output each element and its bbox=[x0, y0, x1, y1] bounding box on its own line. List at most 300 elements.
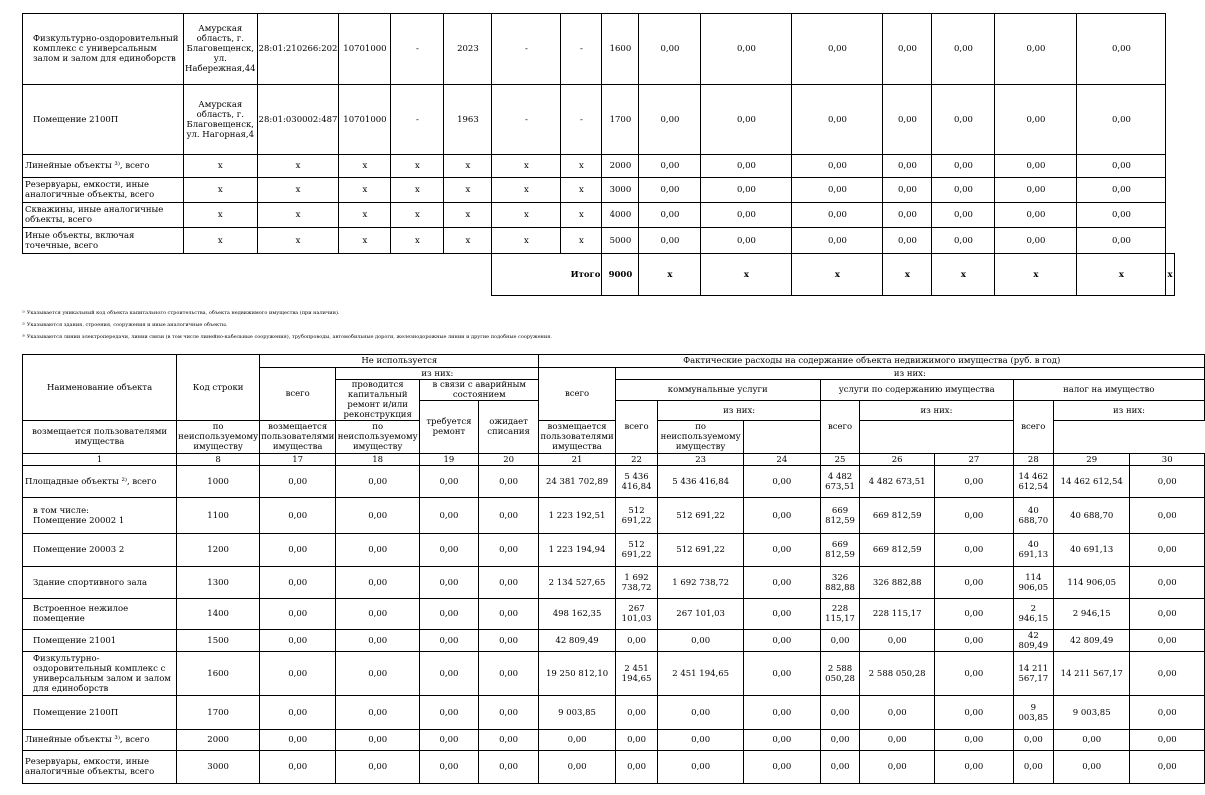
value-cell: 669 812,59 bbox=[820, 498, 860, 534]
value-cell: 0,00 bbox=[420, 599, 479, 630]
value-cell: 42 809,49 bbox=[539, 630, 615, 652]
value-cell: 0,00 bbox=[1077, 178, 1166, 203]
object-name: Помещение 21001 bbox=[23, 630, 177, 652]
value-cell: 0,00 bbox=[260, 599, 336, 630]
value-cell: 40 691,13 bbox=[1053, 534, 1129, 567]
cell: x bbox=[391, 228, 444, 254]
value-cell: 0,00 bbox=[260, 466, 336, 498]
top-table-row bbox=[23, 178, 1175, 203]
value-cell: 42 809,49 bbox=[1013, 630, 1053, 652]
value-cell: 0,00 bbox=[639, 85, 701, 155]
value-cell: 0,00 bbox=[995, 14, 1077, 85]
value-cell: 0,00 bbox=[701, 85, 792, 155]
column-number: 26 bbox=[860, 454, 935, 466]
blank-cell bbox=[23, 254, 184, 296]
header-tax-total: всего bbox=[1013, 401, 1053, 454]
footnote-1: ¹⁾ Указывается уникальный код объекта капитального строительства, объекта недвижимого имущества (при наличии). bbox=[22, 310, 340, 316]
blank-cell bbox=[339, 254, 391, 296]
value-cell: 0,00 bbox=[1130, 599, 1205, 630]
value-cell: 0,00 bbox=[935, 696, 1014, 730]
header-utilities: коммунальные услуги bbox=[615, 380, 820, 401]
blank-cell bbox=[444, 254, 492, 296]
value-cell: 0,00 bbox=[260, 696, 336, 730]
header-not-used-total: всего bbox=[260, 368, 336, 421]
year: x bbox=[444, 178, 492, 203]
value-cell: 0,00 bbox=[792, 155, 883, 178]
value-cell: 0,00 bbox=[932, 203, 995, 228]
value-cell: 0,00 bbox=[883, 228, 932, 254]
value-cell: 0,00 bbox=[932, 14, 995, 85]
value-cell: 0,00 bbox=[1077, 14, 1166, 85]
value-cell: 0,00 bbox=[701, 178, 792, 203]
value-cell: 0,00 bbox=[1077, 228, 1166, 254]
column-number: 30 bbox=[1130, 454, 1205, 466]
value-cell: 512 691,22 bbox=[658, 498, 743, 534]
value-cell: 1 223 194,94 bbox=[539, 534, 615, 567]
bottom-table-row bbox=[23, 730, 1205, 751]
object-address: Амурская область, г. Благовещенск, ул. Нагорная,4 bbox=[184, 85, 258, 155]
value-cell: 0,00 bbox=[701, 155, 792, 178]
cell: x bbox=[492, 178, 561, 203]
value-cell: 2 588 050,28 bbox=[860, 652, 935, 696]
value-cell: 669 812,59 bbox=[860, 534, 935, 567]
total-value: x bbox=[932, 254, 995, 296]
value-cell: 0,00 bbox=[639, 228, 701, 254]
top-table-row bbox=[23, 85, 1175, 155]
value-cell: 0,00 bbox=[478, 498, 539, 534]
value-cell: 0,00 bbox=[883, 155, 932, 178]
value-cell: 0,00 bbox=[743, 534, 820, 567]
footnote-3: ³⁾ Указываются линии электропередачи, линии связи (в том числе линейно-кабельные сооружения), трубопроводы, автомобильные дороги, железнодорожные линии и другие подобные сооружения. bbox=[22, 334, 552, 340]
value-cell: 1 223 192,51 bbox=[539, 498, 615, 534]
value-cell: 40 688,70 bbox=[1013, 498, 1053, 534]
value-cell: 512 691,22 bbox=[615, 498, 658, 534]
value-cell: 0,00 bbox=[420, 730, 479, 751]
object-name: Физкультурно-оздоровительный комплекс с универсальным залом и залом для единоборств bbox=[23, 14, 184, 85]
value-cell: 0,00 bbox=[260, 630, 336, 652]
value-cell: 4 482 673,51 bbox=[820, 466, 860, 498]
value-cell: 4 482 673,51 bbox=[860, 466, 935, 498]
value-cell: 0,00 bbox=[336, 466, 420, 498]
header-utilities-total: всего bbox=[615, 401, 658, 454]
value-cell: 2 451 194,65 bbox=[658, 652, 743, 696]
value-cell: 0,00 bbox=[820, 730, 860, 751]
column-number: 24 bbox=[743, 454, 820, 466]
row-code: 2000 bbox=[177, 730, 260, 751]
row-code: 1000 bbox=[177, 466, 260, 498]
value-cell: 0,00 bbox=[336, 751, 420, 784]
value-cell: 0,00 bbox=[336, 534, 420, 567]
value-cell: 0,00 bbox=[539, 730, 615, 751]
value-cell: 267 101,03 bbox=[615, 599, 658, 630]
value-cell: 9 003,85 bbox=[1013, 696, 1053, 730]
value-cell: 40 691,13 bbox=[1013, 534, 1053, 567]
value-cell: 0,00 bbox=[478, 534, 539, 567]
oktmo-code: x bbox=[339, 228, 391, 254]
value-cell: 0,00 bbox=[995, 178, 1077, 203]
value-cell: 0,00 bbox=[260, 567, 336, 599]
value-cell: 0,00 bbox=[615, 730, 658, 751]
value-cell: 0,00 bbox=[820, 630, 860, 652]
top-table bbox=[22, 13, 1175, 296]
row-code: 1600 bbox=[602, 14, 639, 85]
value-cell: 0,00 bbox=[260, 498, 336, 534]
value-cell: 0,00 bbox=[1053, 751, 1129, 784]
cadastral-number: 28:01:030002:487 bbox=[257, 85, 339, 155]
header-tax: налог на имущество bbox=[1013, 380, 1204, 401]
oktmo-code: x bbox=[339, 178, 391, 203]
cell: x bbox=[561, 155, 602, 178]
value-cell: 2 451 194,65 bbox=[615, 652, 658, 696]
cell: x bbox=[391, 155, 444, 178]
header-tax-unused: по неиспользуемому имуществу bbox=[658, 421, 743, 454]
value-cell: 228 115,17 bbox=[860, 599, 935, 630]
object-name: Резервуары, емкости, иные аналогичные объекты, всего bbox=[23, 751, 177, 784]
object-name: Площадные объекты ²⁾, всего bbox=[23, 466, 177, 498]
cell: x bbox=[492, 228, 561, 254]
value-cell: 42 809,49 bbox=[1053, 630, 1129, 652]
value-cell: 0,00 bbox=[639, 14, 701, 85]
object-name: Скважины, иные аналогичные объекты, всего bbox=[23, 203, 184, 228]
object-name: Помещение 2100П bbox=[23, 85, 184, 155]
value-cell: 0,00 bbox=[935, 630, 1014, 652]
value-cell: 0,00 bbox=[260, 652, 336, 696]
cell: x bbox=[561, 228, 602, 254]
total-value: x bbox=[883, 254, 932, 296]
value-cell: 0,00 bbox=[1053, 730, 1129, 751]
value-cell: 0,00 bbox=[792, 85, 883, 155]
bottom-table bbox=[22, 354, 1205, 784]
column-number: 27 bbox=[935, 454, 1014, 466]
row-code: 1400 bbox=[177, 599, 260, 630]
header-maintenance-unused: по неиспользуемому имуществу bbox=[337, 422, 418, 452]
cell: - bbox=[492, 85, 561, 155]
value-cell: 0,00 bbox=[260, 730, 336, 751]
value-cell: 0,00 bbox=[860, 696, 935, 730]
row-code: 2000 bbox=[602, 155, 639, 178]
value-cell: 0,00 bbox=[336, 696, 420, 730]
cadastral-number: x bbox=[257, 203, 339, 228]
row-code: 1700 bbox=[177, 696, 260, 730]
value-cell: 0,00 bbox=[1130, 652, 1205, 696]
total-value: x bbox=[792, 254, 883, 296]
value-cell: 0,00 bbox=[478, 751, 539, 784]
value-cell: 0,00 bbox=[932, 228, 995, 254]
row-code: 1600 bbox=[177, 652, 260, 696]
value-cell: 0,00 bbox=[932, 178, 995, 203]
value-cell: 669 812,59 bbox=[820, 534, 860, 567]
bottom-table-row bbox=[23, 751, 1205, 784]
value-cell: 669 812,59 bbox=[860, 498, 935, 534]
value-cell: 0,00 bbox=[743, 696, 820, 730]
bottom-table-row bbox=[23, 630, 1205, 652]
value-cell: 0,00 bbox=[420, 630, 479, 652]
value-cell: 0,00 bbox=[1013, 751, 1053, 784]
cell: x bbox=[561, 203, 602, 228]
header-maintenance-of-which: из них: bbox=[860, 401, 1013, 421]
value-cell: 1 692 738,72 bbox=[658, 567, 743, 599]
blank-cell bbox=[257, 254, 339, 296]
value-cell: 0,00 bbox=[743, 599, 820, 630]
value-cell: 0,00 bbox=[615, 696, 658, 730]
cell: x bbox=[492, 203, 561, 228]
value-cell: 0,00 bbox=[420, 567, 479, 599]
value-cell: 5 436 416,84 bbox=[658, 466, 743, 498]
value-cell: 0,00 bbox=[820, 751, 860, 784]
value-cell: 14 211 567,17 bbox=[1013, 652, 1053, 696]
value-cell: 228 115,17 bbox=[820, 599, 860, 630]
row-code: 4000 bbox=[602, 203, 639, 228]
value-cell: 267 101,03 bbox=[658, 599, 743, 630]
row-code: 1100 bbox=[177, 498, 260, 534]
value-cell: 0,00 bbox=[336, 599, 420, 630]
bottom-table-row bbox=[23, 498, 1205, 534]
value-cell: 0,00 bbox=[935, 534, 1014, 567]
value-cell: 0,00 bbox=[743, 498, 820, 534]
value-cell: 0,00 bbox=[1130, 498, 1205, 534]
value-cell: 0,00 bbox=[478, 696, 539, 730]
bottom-table-row bbox=[23, 652, 1205, 696]
total-code: 9000 bbox=[602, 254, 639, 296]
oktmo-code: x bbox=[339, 203, 391, 228]
column-number: 28 bbox=[1013, 454, 1053, 466]
value-cell: 0,00 bbox=[935, 466, 1014, 498]
value-cell: 498 162,35 bbox=[539, 599, 615, 630]
value-cell: 0,00 bbox=[995, 85, 1077, 155]
value-cell: 0,00 bbox=[701, 14, 792, 85]
value-cell: 0,00 bbox=[1130, 751, 1205, 784]
value-cell: 0,00 bbox=[883, 14, 932, 85]
cell: - bbox=[561, 14, 602, 85]
value-cell: 0,00 bbox=[615, 751, 658, 784]
value-cell: 0,00 bbox=[1130, 567, 1205, 599]
object-address: x bbox=[184, 203, 258, 228]
value-cell: 0,00 bbox=[420, 696, 479, 730]
value-cell: 0,00 bbox=[658, 630, 743, 652]
value-cell: 1 692 738,72 bbox=[615, 567, 658, 599]
header-not-used: Не используется bbox=[260, 355, 539, 368]
cell: - bbox=[391, 14, 444, 85]
total-label: Итого bbox=[492, 254, 602, 296]
total-value: x bbox=[701, 254, 792, 296]
value-cell: 0,00 bbox=[995, 203, 1077, 228]
value-cell: 114 906,05 bbox=[1053, 567, 1129, 599]
value-cell: 0,00 bbox=[860, 630, 935, 652]
value-cell: 0,00 bbox=[336, 498, 420, 534]
header-tax-of-which: из них: bbox=[1053, 401, 1204, 421]
value-cell: 512 691,22 bbox=[615, 534, 658, 567]
oktmo-code: 10701000 bbox=[339, 14, 391, 85]
value-cell: 0,00 bbox=[743, 751, 820, 784]
header-not-used-of-which: из них: bbox=[336, 368, 539, 380]
total-value: x bbox=[639, 254, 701, 296]
object-name: Линейные объекты ³⁾, всего bbox=[23, 730, 177, 751]
value-cell: 0,00 bbox=[935, 498, 1014, 534]
object-address: x bbox=[184, 155, 258, 178]
value-cell: 2 134 527,65 bbox=[539, 567, 615, 599]
bottom-table-row bbox=[23, 534, 1205, 567]
value-cell: 0,00 bbox=[995, 228, 1077, 254]
top-table-row bbox=[23, 14, 1175, 85]
cell: x bbox=[492, 155, 561, 178]
value-cell: 0,00 bbox=[639, 155, 701, 178]
value-cell: 19 250 812,10 bbox=[539, 652, 615, 696]
value-cell: 0,00 bbox=[701, 228, 792, 254]
value-cell: 0,00 bbox=[420, 466, 479, 498]
value-cell: 14 462 612,54 bbox=[1053, 466, 1129, 498]
top-table-total-row bbox=[23, 254, 1175, 296]
value-cell: 2 946,15 bbox=[1013, 599, 1053, 630]
value-cell: 0,00 bbox=[883, 85, 932, 155]
header-tax-reimbursed: возмещается пользователями имущества bbox=[540, 422, 614, 452]
value-cell: 0,00 bbox=[743, 652, 820, 696]
row-code: 1300 bbox=[177, 567, 260, 599]
top-table-row bbox=[23, 228, 1175, 254]
value-cell: 326 882,88 bbox=[820, 567, 860, 599]
object-name: Помещение 2100П bbox=[23, 696, 177, 730]
value-cell: 9 003,85 bbox=[1053, 696, 1129, 730]
value-cell: 0,00 bbox=[935, 652, 1014, 696]
header-expenses: Фактические расходы на содержание объекта недвижимого имущества (руб. в год) bbox=[539, 355, 1205, 368]
column-number: 25 bbox=[820, 454, 860, 466]
value-cell: 0,00 bbox=[743, 630, 820, 652]
column-number: 21 bbox=[539, 454, 615, 466]
row-code: 1700 bbox=[602, 85, 639, 155]
object-address: x bbox=[184, 178, 258, 203]
value-cell: 0,00 bbox=[1130, 466, 1205, 498]
value-cell: 0,00 bbox=[1130, 630, 1205, 652]
row-code: 1200 bbox=[177, 534, 260, 567]
value-cell: 0,00 bbox=[478, 730, 539, 751]
header-utilities-of-which: из них: bbox=[658, 401, 820, 421]
cell: - bbox=[391, 85, 444, 155]
header-maintenance-reimbursed: возмещается пользователями имущества bbox=[261, 422, 335, 452]
value-cell: 0,00 bbox=[1130, 534, 1205, 567]
value-cell: 0,00 bbox=[336, 730, 420, 751]
value-cell: 0,00 bbox=[995, 155, 1077, 178]
year: x bbox=[444, 203, 492, 228]
object-name: Резервуары, емкости, иные аналогичные объекты, всего bbox=[23, 178, 184, 203]
value-cell: 0,00 bbox=[935, 567, 1014, 599]
value-cell: 0,00 bbox=[478, 466, 539, 498]
value-cell: 0,00 bbox=[420, 751, 479, 784]
bottom-table-row bbox=[23, 466, 1205, 498]
header-repair: проводится капитальный ремонт и/или реконструкция bbox=[336, 380, 420, 421]
value-cell: 40 688,70 bbox=[1053, 498, 1129, 534]
header-utilities-reimbursed: возмещается пользователями имущества bbox=[23, 421, 177, 454]
bottom-table-row bbox=[23, 599, 1205, 630]
value-cell: 0,00 bbox=[883, 203, 932, 228]
value-cell: 114 906,05 bbox=[1013, 567, 1053, 599]
object-name: Встроенное нежилое помещение bbox=[23, 599, 177, 630]
header-maintenance-total: всего bbox=[820, 401, 860, 454]
column-number: 19 bbox=[420, 454, 479, 466]
value-cell: 0,00 bbox=[1077, 85, 1166, 155]
value-cell: 0,00 bbox=[932, 85, 995, 155]
year: 1963 bbox=[444, 85, 492, 155]
bottom-table-row bbox=[23, 696, 1205, 730]
value-cell: 0,00 bbox=[658, 730, 743, 751]
row-code: 5000 bbox=[602, 228, 639, 254]
column-number: 18 bbox=[336, 454, 420, 466]
value-cell: 14 211 567,17 bbox=[1053, 652, 1129, 696]
value-cell: 9 003,85 bbox=[539, 696, 615, 730]
value-cell: 0,00 bbox=[260, 534, 336, 567]
value-cell: 0,00 bbox=[820, 696, 860, 730]
value-cell: 0,00 bbox=[743, 466, 820, 498]
value-cell: 0,00 bbox=[883, 178, 932, 203]
column-number: 17 bbox=[260, 454, 336, 466]
column-number: 20 bbox=[478, 454, 539, 466]
value-cell: 2 946,15 bbox=[1053, 599, 1129, 630]
value-cell: 0,00 bbox=[935, 599, 1014, 630]
total-value: x bbox=[995, 254, 1077, 296]
object-name: Здание спортивного зала bbox=[23, 567, 177, 599]
value-cell: 0,00 bbox=[1130, 696, 1205, 730]
value-cell: 14 462 612,54 bbox=[1013, 466, 1053, 498]
header-expenses-total: всего bbox=[539, 368, 615, 421]
value-cell: 0,00 bbox=[658, 751, 743, 784]
value-cell: 0,00 bbox=[478, 630, 539, 652]
value-cell: 0,00 bbox=[1077, 155, 1166, 178]
header-emergency: в связи с аварийным состоянием bbox=[420, 380, 539, 401]
value-cell: 5 436 416,84 bbox=[615, 466, 658, 498]
oktmo-code: 10701000 bbox=[339, 85, 391, 155]
value-cell: 0,00 bbox=[792, 178, 883, 203]
bottom-table-row bbox=[23, 567, 1205, 599]
value-cell: 0,00 bbox=[478, 599, 539, 630]
value-cell: 0,00 bbox=[860, 730, 935, 751]
value-cell: 0,00 bbox=[1013, 730, 1053, 751]
value-cell: 0,00 bbox=[336, 630, 420, 652]
value-cell: 0,00 bbox=[935, 730, 1014, 751]
value-cell: 0,00 bbox=[860, 751, 935, 784]
value-cell: 0,00 bbox=[792, 228, 883, 254]
object-name: Физкультурно-оздоровительный комплекс с универсальным залом и залом для единоборств bbox=[23, 652, 177, 696]
value-cell: 0,00 bbox=[658, 696, 743, 730]
object-name: Помещение 20003 2 bbox=[23, 534, 177, 567]
footnote-2: ²⁾ Указываются здания, строения, сооружения и иные аналогичные объекты. bbox=[22, 322, 228, 328]
value-cell: 0,00 bbox=[420, 534, 479, 567]
value-cell: 0,00 bbox=[639, 178, 701, 203]
total-value: x bbox=[1077, 254, 1166, 296]
year: 2023 bbox=[444, 14, 492, 85]
row-code: 1500 bbox=[177, 630, 260, 652]
total-value: x bbox=[1166, 254, 1174, 296]
header-expenses-of-which: из них: bbox=[615, 368, 1204, 380]
value-cell: 0,00 bbox=[743, 567, 820, 599]
cell: - bbox=[492, 14, 561, 85]
object-address: Амурская область, г. Благовещенск, ул. Набережная,44 bbox=[184, 14, 258, 85]
year: x bbox=[444, 228, 492, 254]
value-cell: 0,00 bbox=[420, 498, 479, 534]
row-code: 3000 bbox=[602, 178, 639, 203]
value-cell: 0,00 bbox=[792, 203, 883, 228]
object-name: Линейные объекты ³⁾, всего bbox=[23, 155, 184, 178]
value-cell: 0,00 bbox=[639, 203, 701, 228]
value-cell: 0,00 bbox=[420, 652, 479, 696]
object-name: в том числе: Помещение 20002 1 bbox=[23, 498, 177, 534]
blank-cell bbox=[184, 254, 258, 296]
header-code: Код строки bbox=[177, 355, 260, 421]
value-cell: 0,00 bbox=[1077, 203, 1166, 228]
row-code: 3000 bbox=[177, 751, 260, 784]
header-utilities-unused: по неиспользуемому имуществу bbox=[178, 422, 259, 452]
oktmo-code: x bbox=[339, 155, 391, 178]
value-cell: 0,00 bbox=[743, 730, 820, 751]
cell: x bbox=[391, 178, 444, 203]
value-cell: 0,00 bbox=[615, 630, 658, 652]
